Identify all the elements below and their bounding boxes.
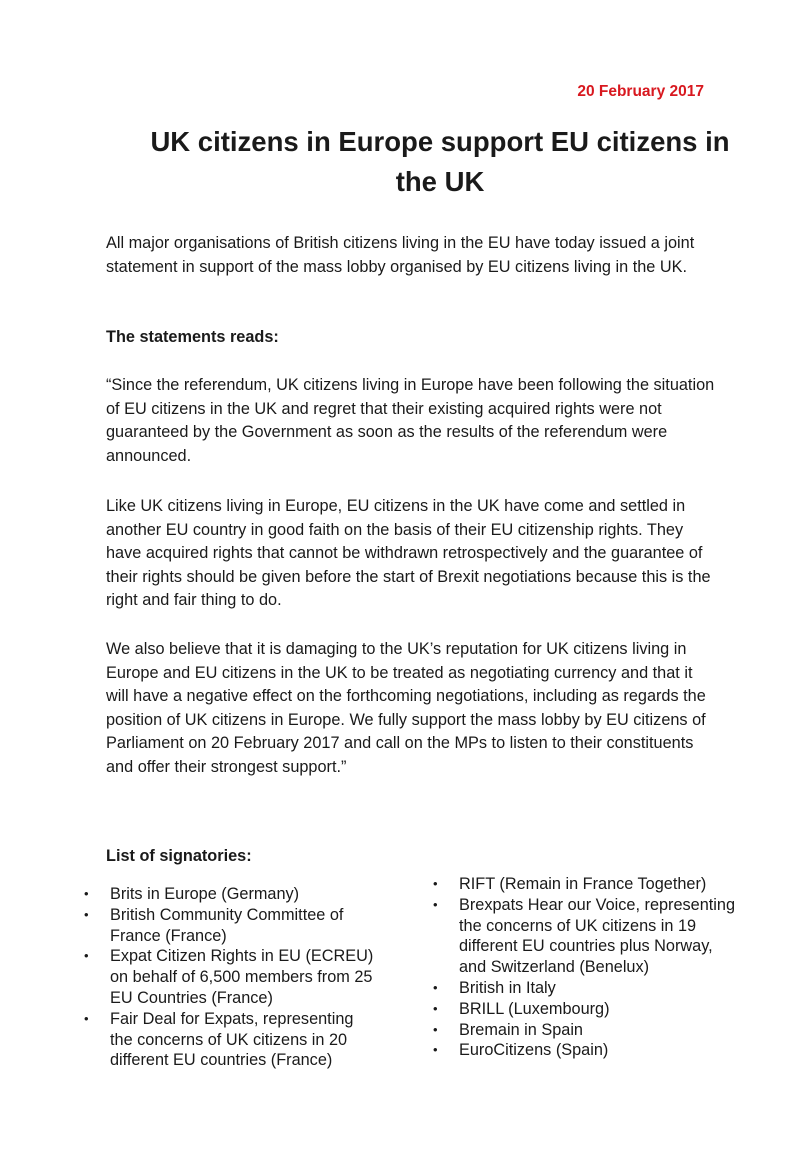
signatories-list-left — [84, 884, 374, 1071]
signatory-item: • Brits in Europe (Germany) — [84, 884, 374, 905]
signatory-item: • Bremain in Spain — [433, 1020, 738, 1041]
statement-paragraph-3: We also believe that it is damaging to the UK’s reputation for UK citizens living in Europe and EU citizens in the UK to be treated as negotiating currency and that it will have a negative effect on the forthcoming negotiations, including as regards the position of UK citizens in Europe. We fully support the mass lobby by EU citizens of Parliament on 20 February 2017 and call on the MPs to listen to their constituents and offer their strongest support.” — [106, 640, 706, 776]
signatories-list-right — [433, 874, 738, 1061]
document-date: 20 February 2017 — [577, 83, 704, 100]
intro-paragraph: All major organisations of British citizens living in the EU have today issued a joint statement in support of the mass lobby organised by EU citizens living in the UK. — [106, 234, 695, 276]
document-title: UK citizens in Europe support EU citizens in the UK — [150, 126, 730, 197]
statement-paragraph-1: “Since the referendum, UK citizens living in Europe have been following the situation of EU citizens in the UK and regret that their existing acquired rights were not guaranteed by the Government as soon as the results of the referendum were announced. — [106, 376, 715, 465]
signatory-item: • EuroCitizens (Spain) — [433, 1040, 738, 1061]
statement-heading: The statements reads: — [106, 328, 279, 346]
signatories-heading: List of signatories: — [106, 847, 252, 865]
signatory-item: • Brexpats Hear our Voice, representing the concerns of UK citizens in 19 different EU countries plus Norway, and Switzerland (Benelux) — [433, 895, 738, 978]
statement-paragraph-2: Like UK citizens living in Europe, EU citizens in the UK have come and settled in another EU country in good faith on the basis of their EU citizenship rights. They have acquired rights that cannot be withdrawn retrospectively and the guarantee of their rights should be given before the start of Brexit negotiations because this is the right and fair thing to do. — [106, 497, 711, 609]
signatory-item: • British in Italy — [433, 978, 738, 999]
signatory-item: • Fair Deal for Expats, representing the concerns of UK citizens in 20 different EU countries (France) — [84, 1009, 374, 1071]
signatory-item: • Expat Citizen Rights in EU (ECREU) on behalf of 6,500 members from 25 EU Countries (France) — [84, 946, 374, 1008]
signatory-item: • BRILL (Luxembourg) — [433, 999, 738, 1020]
signatory-item: • RIFT (Remain in France Together) — [433, 874, 738, 895]
signatory-item: • British Community Committee of France (France) — [84, 905, 374, 947]
